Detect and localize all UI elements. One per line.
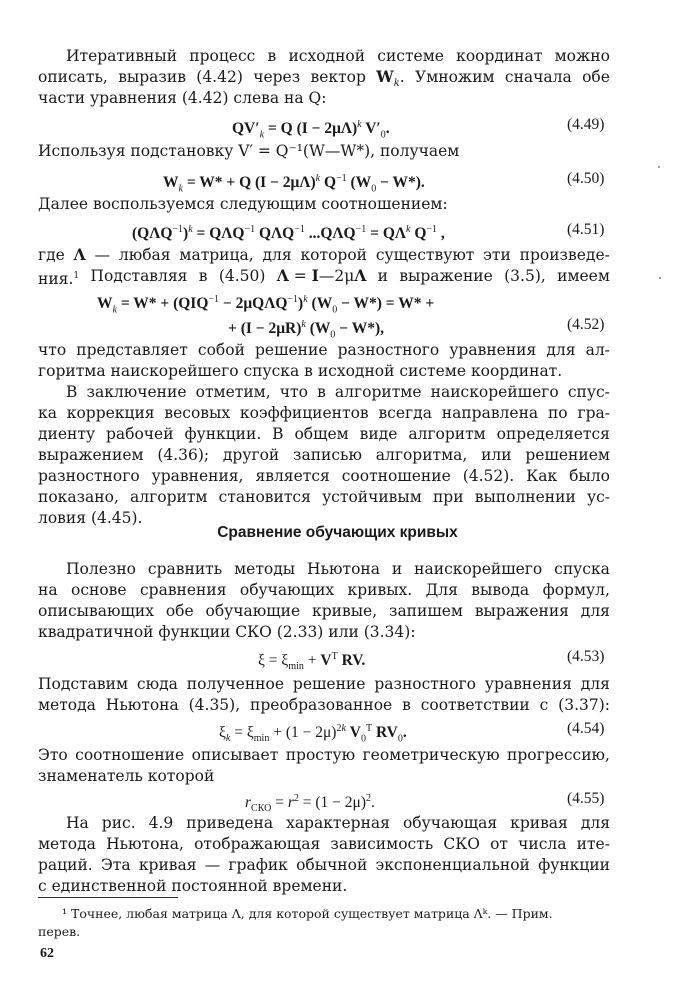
footnote-line: перев.	[38, 924, 81, 939]
equation-number: (4.49)	[567, 116, 605, 133]
text-line: разностного уравнения, является соотношение (4.52). Как было	[38, 467, 610, 485]
text-line: с единственной постоянной времени.	[38, 877, 348, 895]
text-line: ния.$^1$ Подставляя в (4.50) Λ = I—2μΛ и выражение (3.5), имеем	[38, 266, 610, 289]
equation-number: (4.51)	[567, 221, 605, 238]
footnote-line: ¹ Точнее, любая матрица Λ, для которой существует матрица Λᵏ. — Прим.	[62, 906, 553, 921]
text-line: знаменатель которой	[38, 767, 215, 785]
page-number: 62	[40, 946, 54, 961]
text-line: части уравнения (4.42) слева на Q:	[38, 89, 327, 107]
footnote-rule	[38, 897, 178, 898]
text-line: выражением (4.36); другой записью алгоритма, или решением	[38, 446, 610, 464]
section-heading: Сравнение обучающих кривых	[217, 524, 458, 541]
equation-4-50: $W_k = W* + Q$ $(I - 2\mu\Lambda)^k$ $Q^{-1}$ $(W_0 - W*)$.	[163, 173, 425, 195]
text-line: квадратичной функции СКО (2.33) или (3.34):	[38, 623, 416, 641]
equation-4-49: $QV'_k = Q$ $(I - 2\mu\Lambda)^k$ $V'_0$.	[232, 119, 390, 141]
equation-4-51: $(Q\Lambda Q^{-1})^k = Q\Lambda Q^{-1}$ $Q\Lambda Q^{-1}$ $...Q\Lambda Q^{-1} = Q\Lambda^k$ $Q^{-1}$ ,	[132, 224, 445, 243]
text-line: на основе сравнения обучающих кривых. Для вывода формул,	[38, 581, 610, 599]
text-line: где Λ — любая матрица, для которой существуют эти произведе-	[38, 245, 610, 264]
text-line: Это соотношение описывает простую геометрическую прогрессию,	[38, 746, 610, 764]
text-line: метода Ньютона, отображающая зависимость СКО от числа ите-	[38, 835, 610, 853]
text-line: описать, выразив (4.42) через вектор $W_k$. Умножим сначала обе	[38, 67, 610, 90]
equation-number: (4.53)	[567, 648, 605, 665]
scan-speck	[658, 166, 660, 168]
equation-number: (4.54)	[567, 720, 605, 737]
text-line: В заключение отметим, что в алгоритме наискорейшего спус-	[66, 383, 610, 401]
text-line: Полезно сравнить методы Ньютона и наискорейшего спуска	[66, 560, 610, 578]
text-line: ловия (4.45).	[38, 509, 143, 527]
text-line: ка коррекция весовых коэффициентов всегда направлена по гра-	[38, 404, 610, 422]
equation-number: (4.50)	[567, 170, 605, 187]
text-line: На рис. 4.9 приведена характерная обучающая кривая для	[66, 814, 610, 832]
equation-number: (4.55)	[567, 790, 605, 807]
text-line: Используя подстановку V′ = Q⁻¹(W—W*), получаем	[38, 142, 460, 160]
equation-4-55: $r_{СКО} = r^2 = (1 - 2\mu)^2$.	[245, 793, 375, 815]
text-line: метода Ньютона (4.35), преобразованное в соответствии с (3.37):	[38, 696, 610, 714]
equation-4-53: $\xi = \xi_{min} + V^T$ RV.	[258, 651, 366, 673]
text-line: горитма наискорейшего спуска в исходной системе координат.	[38, 362, 563, 380]
equation-4-54: $\xi_k = \xi_{min} + (1 - 2\mu)^{2k}$ $V_0^T$ $RV_0$.	[219, 723, 407, 745]
text-line: раций. Эта кривая — график обычной экспоненциальной функции	[38, 856, 610, 874]
text-line: показано, алгоритм становится устойчивым при выполнении ус-	[38, 488, 610, 506]
text-line: описывающих обе обучающие кривые, запишем выражения для	[38, 602, 610, 620]
text-line: Далее воспользуемся следующим соотношением:	[38, 195, 448, 213]
text-line: диенту рабочей функции. В общем виде алгоритм определяется	[38, 425, 610, 443]
scan-speck	[659, 277, 661, 279]
equation-number: (4.52)	[567, 316, 605, 333]
text-line: Итеративный процесс в исходной системе координат можно	[66, 47, 610, 65]
text-line: Подставим сюда полученное решение разностного уравнения для	[38, 675, 610, 693]
equation-4-52-cont: + $(I - 2\mu R)^k$ $(W_0 - W*)$,	[228, 319, 384, 341]
equation-4-52: $W_k = W* + (QIQ^{-1} - 2\mu Q\Lambda Q^{-1})^k$ $(W_0 - W*) = W*$ +	[97, 294, 435, 316]
text-line: что представляет собой решение разностного уравнения для ал-	[38, 341, 610, 359]
